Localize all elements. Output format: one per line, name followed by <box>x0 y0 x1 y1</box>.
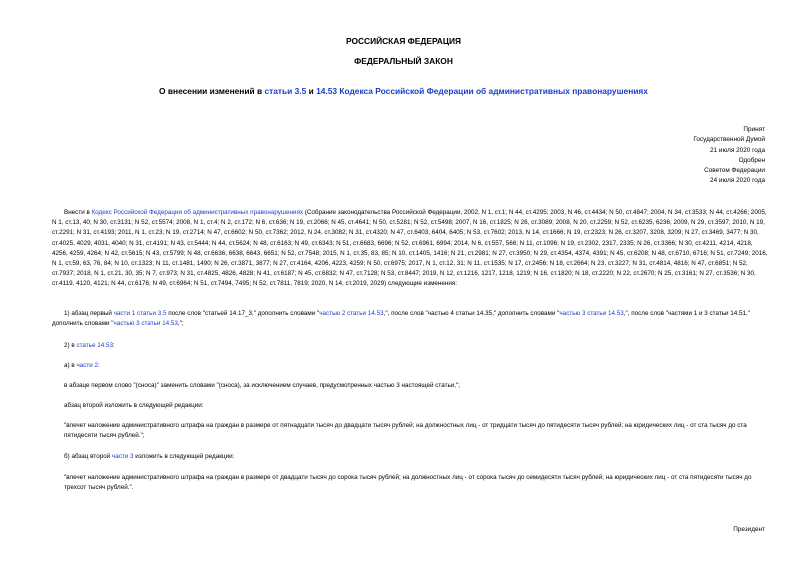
item-1-link-part3-art14-53[interactable]: частью 3 статьи 14.53 <box>559 310 624 317</box>
adoption-line: Принят <box>743 126 765 133</box>
item-2b <box>64 452 782 462</box>
item-1 <box>52 309 770 329</box>
item-1-text: ,", после слов "частью 4 статьи 14.35," дополнить словами " <box>383 310 560 317</box>
intro-prefix: Внести в <box>64 209 92 216</box>
approval-line: Советом Федерации <box>704 167 765 175</box>
title-link-code[interactable]: Кодекса Российской Федерации об административных правонарушениях <box>337 86 648 96</box>
approval-line: Одобрен <box>738 156 765 164</box>
law-title <box>0 86 807 96</box>
item-2 <box>64 341 782 351</box>
item-2a-paragraph-1: в абзаце первом слово "(сноса)" заменить словами "(сноса), за исключением случаев, предусмотренных частью 3 настоящей статьи,"; <box>64 382 461 389</box>
item-1-text: после слов "статьей 14.17_3," дополнить словами " <box>166 310 320 317</box>
approval-date: 24 июля 2020 года <box>710 177 765 185</box>
item-2a <box>64 361 782 371</box>
item-1-text: ,", после слов "частями 1 и 3 статьи 14.51," дополнить словами " <box>52 310 751 328</box>
title-prefix: О внесении изменений в <box>159 86 265 96</box>
item-2b-text: изложить в следующей редакции: <box>133 453 235 460</box>
signature-title: Президент <box>733 526 765 533</box>
item-1-text: ,"; <box>177 320 184 328</box>
intro-paragraph <box>52 208 770 290</box>
item-2a-quote: "влечет наложение административного штрафа на граждан в размере от пятнадцати тысяч до двадцати тысяч рублей; на должностных лиц - от тридцати тысяч до пятидесяти тысяч рублей; на юридических лиц - от ста тысяч до ста пятидесяти тысяч рублей."; <box>64 422 747 440</box>
item-2a-paragraph-2: абзац второй изложить в следующей редакции: <box>64 402 204 409</box>
law-type-heading: ФЕДЕРАЛЬНЫЙ ЗАКОН <box>354 56 453 66</box>
item-2a-link-part2[interactable]: части 2 <box>76 362 99 369</box>
title-link-article-3-5[interactable]: статьи 3.5 <box>264 86 307 96</box>
title-and: и <box>306 86 317 96</box>
item-2a-text: а) в <box>64 362 77 369</box>
item-2-text: : <box>112 342 115 349</box>
item-1-link-part3-art14-53-b[interactable]: частью 3 статьи 14.53 <box>113 320 178 328</box>
item-2a-text: : <box>98 362 100 369</box>
item-2-link-art14-53[interactable]: статье 14.53 <box>76 342 113 349</box>
item-1-text: 1) абзац первый <box>64 310 114 317</box>
item-2-text: 2) в <box>64 342 77 349</box>
item-1-link-part1-art3-5[interactable]: части 1 статьи 3.5 <box>113 310 167 317</box>
item-2b-quote: "влечет наложение административного штрафа на граждан в размере от двадцати тысяч до сорока тысяч рублей; на должностных лиц - от сорока тысяч до семидесяти тысяч рублей; на юридических лиц - от ста пятидесяти тысяч до трехсот тысяч рублей.". <box>64 474 752 492</box>
adoption-line: Государственной Думой <box>693 136 765 144</box>
adoption-date: 21 июля 2020 года <box>710 146 765 154</box>
item-2b-link-part3[interactable]: части 3 <box>111 453 134 460</box>
item-2b-text: б) абзац второй <box>64 453 112 460</box>
country-heading: РОССИЙСКАЯ ФЕДЕРАЦИЯ <box>345 36 462 46</box>
title-link-article-14-53[interactable]: 14.53 <box>316 86 338 96</box>
intro-code-link[interactable]: Кодекс Российской Федерации об административных правонарушениях <box>91 209 304 216</box>
item-1-link-part2-art14-53[interactable]: частью 2 статьи 14.53 <box>319 310 384 317</box>
adoption-block <box>693 125 765 187</box>
intro-sources: (Собрание законодательства Российской Федерации, 2002, N 1, ст.1; N 44, ст.4295; 2003, N 46, ст.4434; N 50, ст.4847; 2004, N 34, ст.3533; N 44, ст.4266; 2005, N 1, ст.13, 40; N 30, ст.3131; N 52, ст.5574; 2008, N 1, ст.4; N 2, ст.172; N 6, ст.636; N 19, ст.2066; N 45, ст.4641; N 50, ст.5281; N 52, ст.5498; 2007, N 16, ст.1825; N 26, ст.3089; 2008, N 20, ст.2259; N 52, ст.6235, 6236; 2009, N 29, ст.3597; 2010, N 19, ст.2291; N 31, ст.4193; 2011, N 1, ст.23; N 19, ст.2714; N 47, ст.6602; N 50, ст.7362; 2012, N 24, ст.3082; N 31, ст.4320; N 47, ст.6403, 6404, 6405; N 53, ст.7602; 2013, N 14, ст.1666; N 19, ст.2323; N 26, ст.3207, 3208, 3209; N 27, ст.3469, 3477; N 30, ст.4025, 4029, 4031, 4040; N 31, ст.4191; N 43, ст.5444; N 44, ст.5624; N 48, ст.6163; N 49, ст.6343; N 51, ст.6683, 6696; N 52, ст.6961, 6994; 2014, N 6, ст.557, 566; N 11, ст.1096; N 19, ст.2302, 2317, 2335; N 26, ст.3366; N 30, ст.4211, 4214, 4218, 4256, 4259, 4264; N 42, ст.5615; N 43, ст.5799; N 48, ст.6636, 6638, 6643, 6651; N 52, ст.7548; 2015, N 1, ст.35, 83, 85; N 10, ст.1405, 1416; N 21, ст.2981; N 27, ст.3950; N 29, ст.4354, 4374, 4391; N 45, ст.6208; N 48, ст.6710, 6716; N 51, ст.7249; 2016, N 1, ст.59, 63, 76, 84; N 10, ст.1323; N 11, ст.1481, 1490; N 26, ст.3871, 3877; N 27, ст.4164, 4206, 4223, 4259; N 50, ст.6975; 2017, N 1, ст.12, 31; N 11, ст.1535; N 17, ст.2456; N 18, ст.2664; N 23, ст.3227; N 31, ст.4814, 4816; N 47, ст.6851; N 52, ст.7937; 2018, N 1, ст.21, 30, 35; N 7, ст.973; N 31, ст.4825, 4826, 4828; N 41, ст.6187; N 45, ст.6832; N 47, ст.7128; N 53, ст.8447; 2019, N 12, ст.1216, 1217, 1218, 1219; N 16, ст.1820; N 18, ст.2220; N 22, ст.2670; N 25, ст.3161; N 27, ст.3536; N 30, ст.4119, 4120, 4121; N 44, ст.6176; N 49, ст.6964; N 51, ст.7494, 7495; N 52, ст.7811, 7819; 2020, N 14, ст.2019, 2029) следующие изменения: <box>52 209 768 288</box>
